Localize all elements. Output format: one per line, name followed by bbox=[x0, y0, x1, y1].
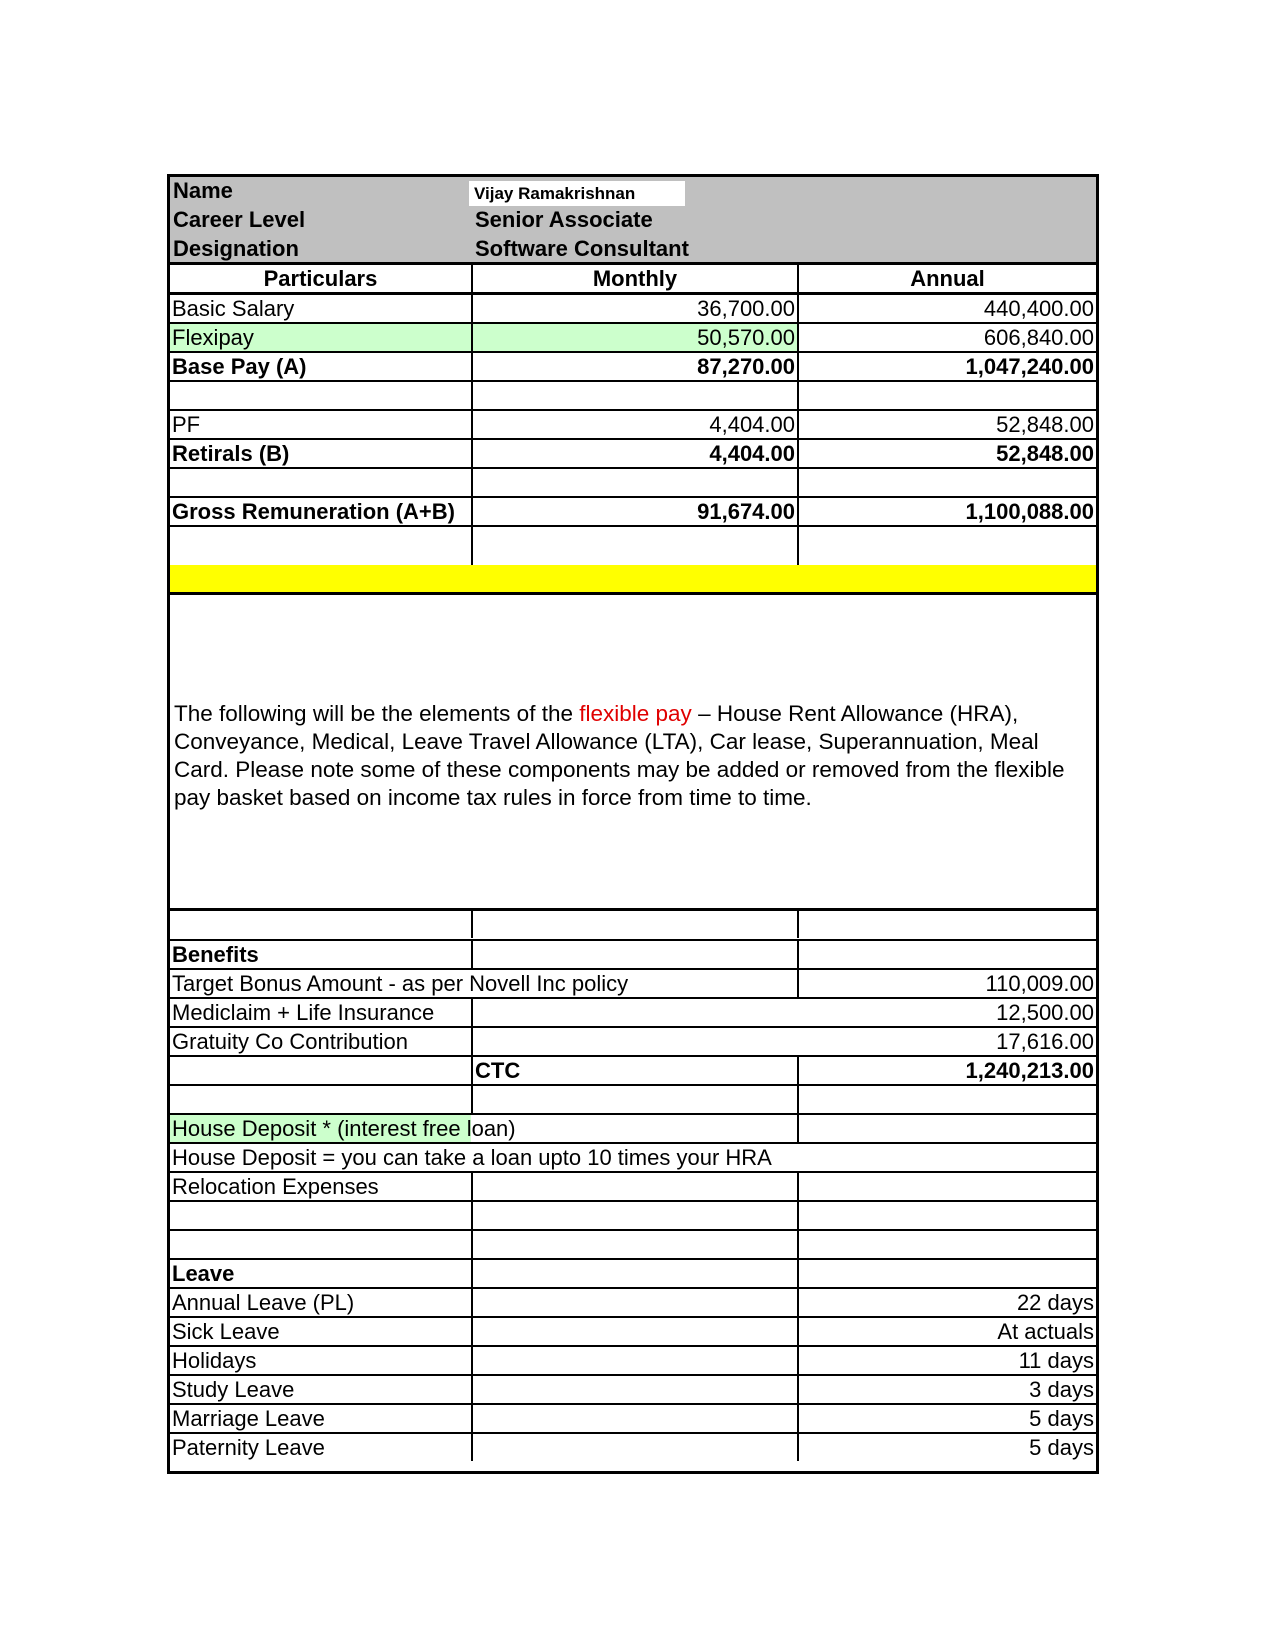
table-row bbox=[170, 353, 1096, 382]
flexible-pay-note bbox=[170, 595, 1096, 911]
ctc-label: CTC bbox=[471, 1057, 797, 1084]
gross-remuneration-monthly: 91,674.00 bbox=[471, 498, 797, 525]
house-deposit-label: House Deposit * (interest free loan) bbox=[172, 1116, 516, 1141]
flexipay-monthly: 50,570.00 bbox=[471, 324, 797, 351]
basic-salary-monthly: 36,700.00 bbox=[471, 295, 797, 322]
leave-value: 22 days bbox=[797, 1289, 1096, 1316]
name-value: Vijay Ramakrishnan bbox=[469, 181, 685, 206]
target-bonus-label: Target Bonus Amount - as per Novell Inc policy bbox=[172, 971, 629, 996]
target-bonus-annual: 110,009.00 bbox=[797, 970, 1096, 997]
career-level-value: Senior Associate bbox=[475, 207, 653, 232]
table-row bbox=[170, 970, 1096, 999]
gross-remuneration-label: Gross Remuneration (A+B) bbox=[172, 499, 455, 524]
retirals-annual: 52,848.00 bbox=[797, 440, 1096, 467]
retirals-monthly: 4,404.00 bbox=[471, 440, 797, 467]
table-row bbox=[170, 498, 1096, 527]
basic-salary-label: Basic Salary bbox=[172, 296, 295, 321]
list-item bbox=[170, 1347, 1096, 1376]
base-pay-label: Base Pay (A) bbox=[172, 354, 307, 379]
benefits-heading: Benefits bbox=[172, 942, 259, 967]
list-item bbox=[170, 1405, 1096, 1434]
pf-monthly: 4,404.00 bbox=[471, 411, 797, 438]
annual-header: Annual bbox=[797, 265, 1096, 292]
leave-heading: Leave bbox=[172, 1261, 235, 1286]
table-row bbox=[170, 440, 1096, 469]
leave-value: 5 days bbox=[797, 1405, 1096, 1432]
leave-value: 11 days bbox=[797, 1347, 1096, 1374]
flexipay-label: Flexipay bbox=[170, 324, 471, 351]
leave-label: Study Leave bbox=[172, 1377, 295, 1402]
table-row bbox=[170, 1028, 1096, 1057]
flexible-pay-note-text: The following will be the elements of the flexible pay – House Rent Allowance (HRA), Conveyance, Medical, Leave Travel Allowance (LTA), Car lease, Superannuation, Meal Card. Please note some of these components may be added or removed from the flexible pay basket based on income tax rules in force from time to time. bbox=[174, 701, 1065, 810]
mediclaim-label: Mediclaim + Life Insurance bbox=[172, 1000, 435, 1025]
table-row bbox=[170, 411, 1096, 440]
table-row bbox=[170, 1202, 1096, 1231]
gratuity-annual: 17,616.00 bbox=[996, 1029, 1094, 1054]
table-row bbox=[170, 527, 1096, 565]
compensation-sheet bbox=[167, 174, 1099, 1474]
leave-label: Paternity Leave bbox=[172, 1435, 325, 1460]
table-row bbox=[170, 1057, 1096, 1086]
table-row bbox=[170, 999, 1096, 1028]
column-header-row bbox=[170, 265, 1096, 295]
leave-label: Marriage Leave bbox=[172, 1406, 325, 1431]
flexible-pay-highlight: flexible pay bbox=[579, 701, 692, 726]
basic-salary-annual: 440,400.00 bbox=[797, 295, 1096, 322]
table-row bbox=[170, 911, 1096, 941]
list-item bbox=[170, 1376, 1096, 1405]
gratuity-label: Gratuity Co Contribution bbox=[172, 1029, 408, 1054]
designation-label: Designation bbox=[173, 236, 299, 261]
base-pay-annual: 1,047,240.00 bbox=[797, 353, 1096, 380]
leave-value: 5 days bbox=[797, 1434, 1096, 1461]
house-deposit-note: House Deposit = you can take a loan upto 10 times your HRA bbox=[172, 1145, 772, 1170]
list-item bbox=[170, 1434, 1096, 1463]
base-pay-monthly: 87,270.00 bbox=[471, 353, 797, 380]
yellow-separator bbox=[170, 565, 1096, 595]
table-row bbox=[170, 1173, 1096, 1202]
table-row bbox=[170, 382, 1096, 411]
table-row bbox=[170, 324, 1096, 353]
leave-value: 3 days bbox=[797, 1376, 1096, 1403]
flexipay-annual: 606,840.00 bbox=[797, 324, 1096, 351]
table-row bbox=[170, 1231, 1096, 1260]
list-item bbox=[170, 1318, 1096, 1347]
table-row bbox=[170, 1086, 1096, 1115]
relocation-label: Relocation Expenses bbox=[172, 1174, 379, 1199]
particulars-header: Particulars bbox=[263, 266, 378, 291]
leave-label: Annual Leave (PL) bbox=[172, 1290, 355, 1315]
mediclaim-annual: 12,500.00 bbox=[996, 1000, 1094, 1025]
table-row bbox=[170, 1144, 1096, 1173]
leave-label: Holidays bbox=[172, 1348, 257, 1373]
leave-value: At actuals bbox=[797, 1318, 1096, 1345]
list-item bbox=[170, 1289, 1096, 1318]
retirals-label: Retirals (B) bbox=[172, 441, 290, 466]
table-row bbox=[170, 469, 1096, 498]
leave-label: Sick Leave bbox=[172, 1319, 280, 1344]
gross-remuneration-annual: 1,100,088.00 bbox=[797, 498, 1096, 525]
name-label: Name bbox=[173, 178, 233, 203]
pf-annual: 52,848.00 bbox=[797, 411, 1096, 438]
pf-label: PF bbox=[172, 412, 201, 437]
table-row bbox=[170, 295, 1096, 324]
designation-value: Software Consultant bbox=[475, 236, 689, 261]
table-row bbox=[170, 1260, 1096, 1289]
career-level-label: Career Level bbox=[173, 207, 306, 232]
table-row bbox=[170, 941, 1096, 970]
table-row bbox=[170, 1115, 1096, 1144]
employee-header bbox=[170, 177, 1096, 265]
ctc-annual: 1,240,213.00 bbox=[797, 1057, 1096, 1084]
monthly-header: Monthly bbox=[471, 265, 797, 292]
